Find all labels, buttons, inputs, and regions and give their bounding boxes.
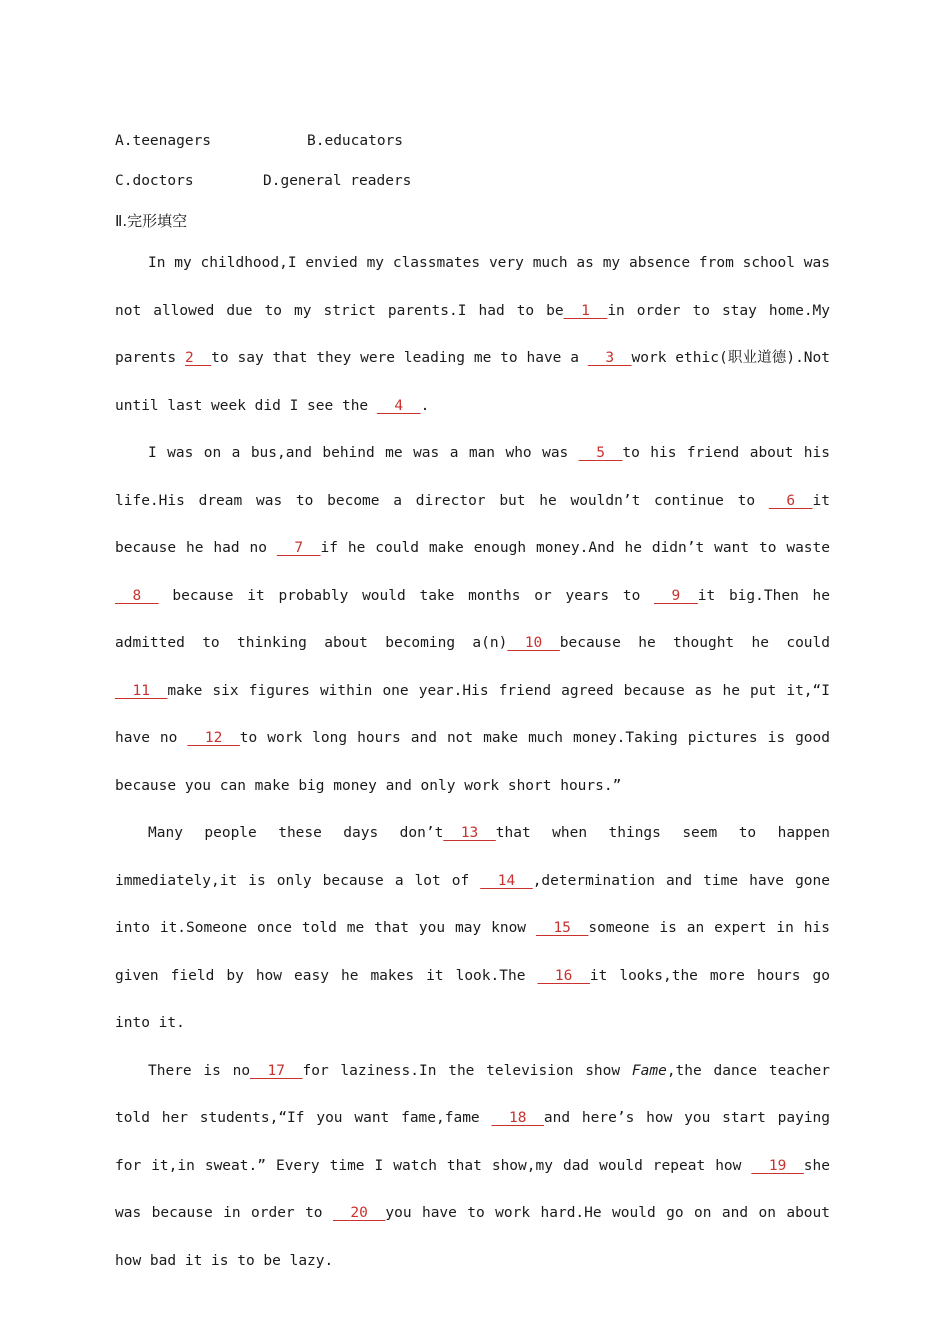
passage-text: because it probably would take months or years to [158, 587, 655, 604]
passage-text: for laziness.In the television show [302, 1062, 632, 1079]
blank-19: __19__ [751, 1157, 804, 1174]
worksheet-page [115, 128, 830, 1285]
blank-7: __7__ [276, 540, 321, 556]
option-a: A.teenagers [115, 133, 212, 149]
passage-text: to his friend about his life.His dream was to become a director but he wouldn’t continue to [115, 445, 830, 509]
option-b: B.educators [307, 133, 404, 149]
option-d: D.general readers [263, 173, 412, 189]
blank-15: __15__ [535, 920, 589, 936]
paragraph-1 [115, 240, 830, 430]
blank-20: __20__ [332, 1205, 386, 1221]
passage-text: to work long hours and not make much money.Taking pictures is good because you can make big money and only work short hours.” [115, 730, 830, 794]
paragraph-2 [115, 430, 830, 810]
option-c: C.doctors [115, 173, 194, 189]
passage-text: ,the dance teacher told her students,“If you want fame,fame [115, 1062, 830, 1126]
blank-16: __16__ [537, 967, 590, 984]
blank-12: __12__ [187, 730, 240, 746]
passage-text: to say that they were leading me to have a [211, 350, 588, 366]
passage-text: it looks,the more hours go into it. [115, 967, 830, 1031]
passage-text: because he thought he could [559, 635, 830, 651]
blank-17: __17__ [250, 1062, 303, 1079]
passage-text: in order to stay home.My parents [115, 302, 831, 366]
passage-text: . [420, 397, 430, 414]
passage-text: make six figures within one year.His friend agreed because as he put it,“I have no [115, 682, 830, 746]
passage-text: someone is an expert in his given field by how easy he makes it look.The [115, 920, 830, 984]
passage-text: and here’s how you start paying for it,in sweat.” Every time I watch that show,my dad would repeat how [115, 1110, 831, 1174]
blank-6: __6__ [768, 492, 813, 509]
passage-text: ,determination and time have gone into it.Someone once told me that you may know [115, 872, 830, 936]
blank-3: __3__ [587, 350, 632, 366]
passage-text: In my childhood,I envied my classmates very much as my absence from school was not allowed due to my strict parents.I had to be [115, 255, 830, 319]
blank-5: __5__ [578, 445, 623, 461]
options-row-2 [115, 168, 830, 208]
blank-9: __9__ [654, 587, 698, 604]
blank-8: __8__ [115, 587, 159, 604]
blank-2: 2__ [184, 350, 212, 366]
blank-4: __4__ [376, 397, 421, 414]
passage-text: it because he had no [115, 492, 830, 556]
passage-text: it big.Then he admitted to thinking about becoming a(n) [115, 587, 831, 651]
passage-text: she was because in order to [115, 1157, 830, 1221]
passage-text: work ethic(职业道德).Not until last week did I see the [115, 350, 830, 414]
paragraph-4 [115, 1048, 830, 1286]
passage-text: that when things seem to happen immediately,it is only because a lot of [115, 825, 831, 889]
blank-1: __1__ [563, 302, 608, 319]
passage-text: There is no [148, 1062, 251, 1079]
section-title: Ⅱ.完形填空 [115, 212, 188, 230]
passage-text: Many people these days don’t [148, 825, 444, 841]
paragraph-3 [115, 810, 830, 1048]
passage-text: if he could make enough money.And he didn’t want to waste [320, 540, 830, 556]
options-row-1 [115, 128, 830, 168]
blank-18: __18__ [491, 1110, 544, 1126]
blank-10: __10__ [507, 635, 560, 651]
passage-text: you have to work hard.He would go on and on about how bad it is to be lazy. [115, 1205, 830, 1269]
blank-13: __13__ [443, 825, 496, 841]
blank-11: __11__ [115, 682, 168, 699]
blank-14: __14__ [480, 872, 533, 889]
passage-text: I was on a bus,and behind me was a man who was [148, 445, 579, 461]
show-title: Fame [631, 1062, 667, 1079]
